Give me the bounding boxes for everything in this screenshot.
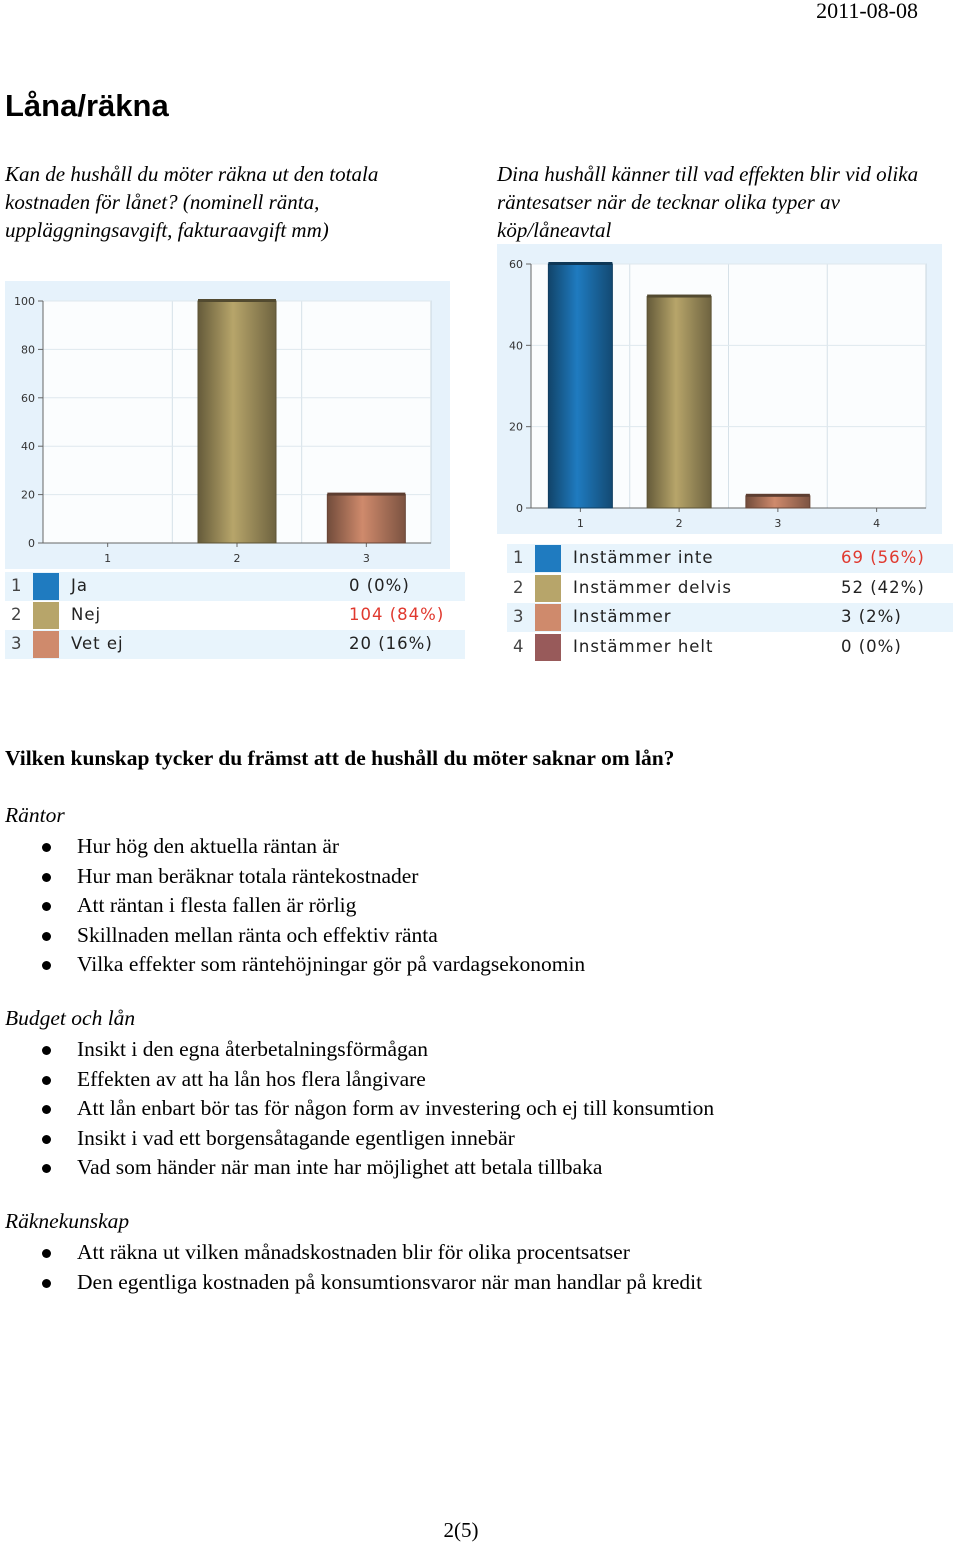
legend-number: 3 xyxy=(11,634,23,653)
question-total-cost: Kan de hushåll du möter räkna ut den totala kostnaden för lånet? (nominell ränta, uppläggningsavgift, fakturaavgift mm) xyxy=(5,162,379,242)
legend-swatch xyxy=(535,604,561,631)
legend-label: Nej xyxy=(71,605,102,624)
legend-swatch xyxy=(33,631,59,658)
list-item: Att lån enbart bör tas för någon form av investering och ej till konsumtion xyxy=(0,1094,714,1124)
list-item: Skillnaden mellan ränta och effektiv ränta xyxy=(0,921,585,951)
legend-label: Ja xyxy=(71,576,88,595)
list-budget xyxy=(0,1035,714,1183)
y-tick-label: 80 xyxy=(21,343,35,357)
x-tick-label: 2 xyxy=(233,552,241,565)
legend-value: 0 (0%) xyxy=(349,576,410,595)
group-title-rantor: Räntor xyxy=(5,803,65,827)
legend-row xyxy=(507,544,953,573)
y-tick-label: 40 xyxy=(21,440,35,454)
chart-1-legend xyxy=(5,572,465,660)
chart-1-total-cost xyxy=(0,281,460,571)
y-tick-label: 60 xyxy=(21,391,35,405)
list-item: Insikt i vad ett borgensåtagande egentligen innebär xyxy=(0,1124,714,1154)
legend-row xyxy=(5,572,465,601)
bar-cap xyxy=(746,494,810,497)
legend-value: 0 (0%) xyxy=(841,636,902,656)
bar-cap xyxy=(548,262,612,265)
legend-number: 4 xyxy=(513,636,525,656)
legend-number: 2 xyxy=(513,577,525,597)
chart-2-legend xyxy=(507,544,953,662)
x-tick-label: 3 xyxy=(774,517,782,530)
bar xyxy=(548,264,612,508)
y-tick-label: 100 xyxy=(14,295,35,308)
legend-row xyxy=(5,630,465,659)
x-tick-label: 1 xyxy=(576,517,584,530)
legend-value: 69 (56%) xyxy=(841,548,925,567)
legend-number: 1 xyxy=(11,576,23,595)
bar xyxy=(746,496,810,508)
y-tick-label: 0 xyxy=(516,502,523,515)
legend-swatch xyxy=(535,575,561,602)
legend-swatch xyxy=(535,545,561,572)
page-title: Låna/räkna xyxy=(5,88,169,123)
legend-value: 20 (16%) xyxy=(349,634,433,653)
bar-cap xyxy=(327,493,405,496)
list-item: Hur man beräknar totala räntekostnader xyxy=(0,862,585,892)
x-tick-label: 4 xyxy=(873,517,881,530)
legend-value: 52 (42%) xyxy=(841,577,925,597)
x-tick-label: 1 xyxy=(104,552,112,565)
list-item: Hur hög den aktuella räntan är xyxy=(0,832,585,862)
legend-number: 1 xyxy=(513,548,525,567)
knowledge-question: Vilken kunskap tycker du främst att de hushåll du möter saknar om lån? xyxy=(5,746,675,770)
y-tick-label: 20 xyxy=(21,488,35,502)
group-title-raknekunskap: Räknekunskap xyxy=(5,1209,130,1233)
list-item: Vilka effekter som räntehöjningar gör på vardagsekonomin xyxy=(0,950,585,980)
x-tick-label: 2 xyxy=(675,517,683,530)
list-item: Effekten av att ha lån hos flera långivare xyxy=(0,1065,714,1095)
legend-label: Vet ej xyxy=(71,634,124,653)
legend-row xyxy=(507,633,953,662)
legend-row xyxy=(507,574,953,603)
bar-cap xyxy=(647,295,711,298)
list-item: Den egentliga kostnaden på konsumtionsvaror när man handlar på kredit xyxy=(0,1268,702,1298)
y-tick-label: 60 xyxy=(509,258,523,271)
legend-swatch xyxy=(33,573,59,600)
bar xyxy=(327,495,405,543)
y-tick-label: 20 xyxy=(509,420,523,434)
list-item: Vad som händer när man inte har möjlighet att betala tillbaka xyxy=(0,1153,714,1183)
list-item: Insikt i den egna återbetalningsförmågan xyxy=(0,1035,714,1065)
page-number: 2(5) xyxy=(443,1518,479,1542)
question-interest-effects: Dina hushåll känner till vad effekten blir vid olika räntesatser när de tecknar olika typer av köp/låneavtal xyxy=(497,162,919,242)
legend-value: 104 (84%) xyxy=(349,605,445,624)
legend-swatch xyxy=(535,634,561,661)
list-raknekunskap xyxy=(0,1238,702,1297)
legend-number: 3 xyxy=(513,607,525,626)
list-rantor xyxy=(0,832,585,980)
y-tick-label: 0 xyxy=(28,537,35,550)
legend-row xyxy=(5,601,465,630)
x-tick-label: 3 xyxy=(362,552,370,565)
list-item: Att räntan i flesta fallen är rörlig xyxy=(0,891,585,921)
legend-label: Instämmer inte xyxy=(573,548,714,567)
legend-swatch xyxy=(33,602,59,629)
legend-row xyxy=(507,603,953,632)
header-date: 2011-08-08 xyxy=(816,0,918,23)
legend-number: 2 xyxy=(11,605,23,624)
group-title-budget: Budget och lån xyxy=(5,1006,136,1030)
legend-label: Instämmer xyxy=(573,607,672,626)
legend-value: 3 (2%) xyxy=(841,607,902,626)
bar-cap xyxy=(198,299,276,302)
legend-label: Instämmer delvis xyxy=(573,577,732,597)
legend-label: Instämmer helt xyxy=(573,636,714,656)
list-item: Att räkna ut vilken månadskostnaden blir för olika procentsatser xyxy=(0,1238,702,1268)
chart-2-interest-effects xyxy=(492,244,952,539)
y-tick-label: 40 xyxy=(509,339,523,353)
bar xyxy=(647,297,711,508)
bar xyxy=(198,301,276,543)
